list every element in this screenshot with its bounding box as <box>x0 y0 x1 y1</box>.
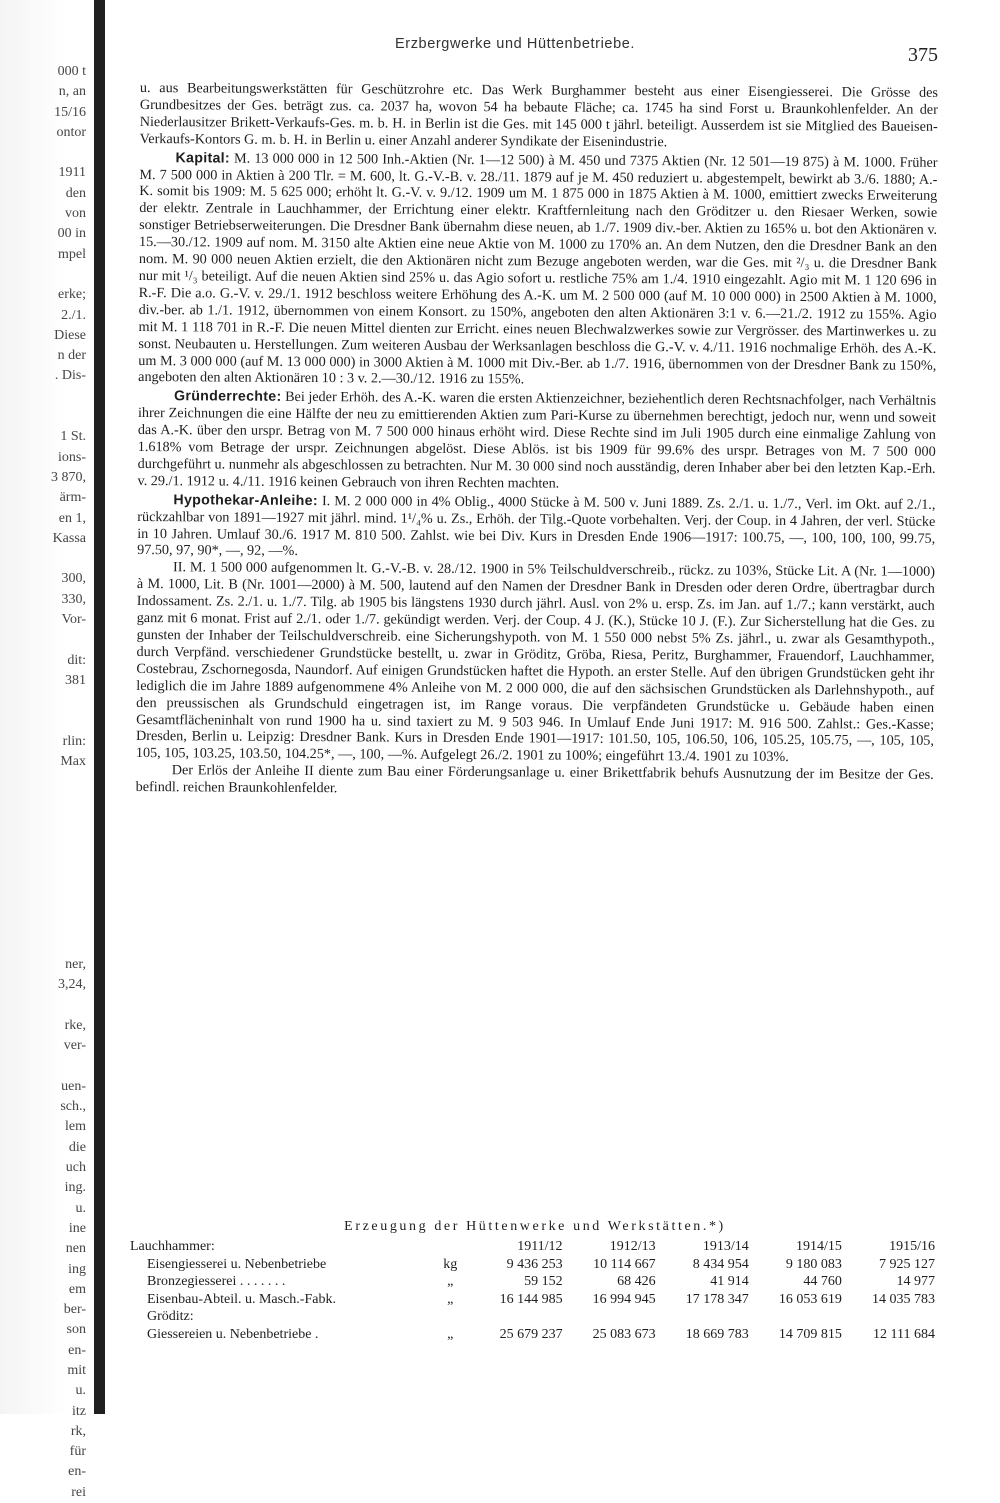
facing-page-fragment: son <box>66 1322 86 1338</box>
table-cell: 8 434 954 <box>692 1256 749 1272</box>
table-cell: 9 180 083 <box>785 1256 842 1272</box>
row-unit: „ <box>447 1326 454 1342</box>
table-row <box>130 1273 935 1291</box>
facing-page-fragment: 1911 <box>58 165 86 181</box>
facing-page-fragment: 381 <box>65 672 86 688</box>
year-header: 1911/12 <box>517 1239 563 1254</box>
facing-page-fragment: nen <box>65 1241 86 1257</box>
table-cell: 68 426 <box>617 1274 656 1289</box>
table-cell: 14 709 815 <box>778 1326 842 1342</box>
facing-page-fragment: rke, <box>64 1017 86 1033</box>
paragraph-text: I. M. 2 000 000 in 4% Oblig., 4000 Stücke à M. 500 v. Juni 1889. Zs. 2./1. u. 1./7., Verl. im Okt. auf 2./1., rückzahlbar von 1891—1927 mit jährl. mind. 1¹/₄% u. Zs., Erhöh. der Tilg.-Quote vorbehalten. Verj. der Coup. in 4 Jahren, der verl. Stücke in 10 Jahren. Umlauf 30./6. 1917 M. 810 500. Zahlst. wie bei Div. Kurs in Dresden Ende 1906—1917: 100.75, —, 100, 100, 100, 99.75, 97.50, 97, 90*, —, 92, —%. <box>137 492 936 560</box>
facing-page-fragment: . Dis- <box>54 368 86 384</box>
table-cell: 25 083 673 <box>592 1326 656 1342</box>
facing-page-fragment: uen- <box>61 1078 86 1094</box>
facing-page-fragment <box>0 1057 92 1077</box>
section-heading-kapital: Kapital: <box>175 149 231 167</box>
facing-page-fragment: n, an <box>58 84 86 100</box>
row-unit: kg <box>443 1256 458 1272</box>
page-number: 375 <box>908 44 938 66</box>
facing-page-fragment: ions- <box>58 449 86 465</box>
facing-page-fragment: mit <box>67 1363 86 1378</box>
facing-page-fragment <box>0 407 92 427</box>
table-cell: 16 144 985 <box>499 1291 563 1307</box>
table-cell: 7 925 127 <box>879 1256 935 1272</box>
facing-page-fragment: em <box>68 1281 86 1297</box>
table-cell: 25 679 237 <box>499 1326 563 1342</box>
group-label-groeditz: Gröditz: <box>147 1309 194 1324</box>
facing-page-fragment: ing <box>68 1261 86 1277</box>
section-heading-hypothekar-anleihe: Hypothekar-Anleihe: <box>173 491 318 509</box>
facing-page-fragment <box>0 549 92 569</box>
row-label: Eisenbau-Abteil. u. Masch.-Fabk. <box>147 1291 336 1307</box>
group-label-lauchhammer: Lauchhammer: <box>130 1239 215 1254</box>
facing-page-fragment: 15/16 <box>54 104 86 120</box>
year-header: 1915/16 <box>889 1239 935 1254</box>
production-table <box>130 1238 935 1343</box>
facing-page-fragment <box>0 996 92 1016</box>
paragraph-kapital <box>138 150 937 392</box>
table-cell: 59 152 <box>524 1274 563 1289</box>
facing-page-fragment <box>0 387 92 407</box>
paragraph-erloes <box>136 762 934 801</box>
year-header: 1913/14 <box>702 1239 749 1254</box>
running-head: Erzbergwerke und Hüttenbetriebe. <box>395 36 636 52</box>
table-group-row <box>130 1308 935 1326</box>
facing-page-fragment <box>0 894 92 914</box>
facing-page-fragment: 330, <box>61 591 86 607</box>
facing-page-fragment: 3 870, <box>51 469 86 485</box>
paragraph-gruenderrechte <box>137 388 936 494</box>
table-row <box>130 1291 935 1309</box>
paragraph-text: u. aus Bearbeitungswerkstätten für Geschützrohre etc. Das Werk Burghammer besteht aus einer Eisengiesserei. Die Grösse des Grundbesitzes der Ges. beträgt zus. ca. 2037 ha, wovon 54 ha bebaute Fläche; ca. 1745 ha sind Forst u. Braunkohlenfelder. An der Niederlausitzer Brikett-Verkaufs-Ges. m. b. H. in Berlin ist die Ges. mit 145 000 t jährl. beteiligt. Ausserdem ist sie Mitglied des Baueisen-Verkaufs-Kontors G. m. b. H. in Berlin u. einer Anzahl anderer Syndikate der Eisenindustrie. <box>139 80 938 150</box>
table-row <box>130 1256 935 1274</box>
facing-page-fragment: itz <box>72 1403 86 1419</box>
facing-page-fragment: Max <box>60 754 86 770</box>
facing-page-fragment: ing. <box>64 1180 86 1196</box>
table-cell: 18 669 783 <box>685 1326 749 1342</box>
table-header-row <box>130 1238 935 1256</box>
table-cell: 12 111 684 <box>873 1326 935 1342</box>
facing-page-fragment: rei <box>71 1484 86 1500</box>
facing-page-fragment: den <box>65 185 86 201</box>
table-cell: 14 035 783 <box>872 1291 935 1307</box>
facing-page-fragment: für <box>69 1444 86 1460</box>
facing-page-fragment <box>0 712 92 732</box>
facing-page-fragment: 000 t <box>57 64 86 79</box>
row-unit: „ <box>447 1274 454 1289</box>
facing-page-fragment: en- <box>68 1464 86 1480</box>
facing-page-fragment <box>0 874 92 894</box>
facing-page-fragment <box>0 935 92 955</box>
facing-page-fragment: en 1, <box>58 510 86 526</box>
facing-page-fragment: ber- <box>63 1302 86 1318</box>
facing-page-fragment: u. <box>75 1383 86 1399</box>
table-cell: 10 114 667 <box>593 1256 656 1272</box>
paragraph-text: M. 13 000 000 in 12 500 Inh.-Aktien (Nr. 1—12 500) à M. 450 und 7375 Aktien (Nr. 12 501—19 875) à M. 1000. Früher M. 7 500 000 in Aktien à 200 Tlr. = M. 600, lt. G.-V.-B. v. 28./11. 1879 auf je M. 450 reduziert u. abgestempelt, bewirkt ab 3./6. 1880; A.-K. somit bis 1909: M. 5 625 000; erhöht lt. G.-V. v. 9./12. 1909 um M. 1 875 000 in 1875 Aktien à M. 1000, emittiert zwecks Erweiterung der elektr. Zentrale in Lauchhammer, der Errichtung einer elektr. Kraftfernleitung nach den Gröditzer u. den Riesaer Werken, sowie sonstiger Betriebserweiterungen. Die Dresdner Bank übernahm diese neuen, ab 1./7. 1909 div.-ber. Aktien zu 165% u. bot den Aktionären v. 15.—30./12. 1909 auf nom. M. 3150 alte Aktien eine neue Aktie von M. 1000 zu 170% an. An dem Nutzen, den die Dresdner Bank an den nom. M. 90 000 neuen Aktien erzielt, die den Aktionären nicht zum Bezuge angeboten werden, war die Ges. mit ²/₃ u. die Dresdner Bank nur mit ¹/₃ beteiligt. Auf die neuen Aktien sind 25% u. das Agio sofort u. restliche 75% am 1./4. 1910 eingezahlt. Agio mit M. 1 120 696 in R.-F. Die a.o. G.-V. v. 29./1. 1912 beschloss weitere Erhöhung des A.-K. um M. 2 500 000 (auf M. 10 000 000) in 2500 Aktien à M. 1000, div.-ber. ab 1./1. 1912, übernommen von einem Konsort. zu 150%, angeboten den alten Aktionären 3:1 v. 6.—21./2. 1912 zu 155%. Agio mit M. 1 118 701 in R.-F. Die neuen Mittel dienten zur Erricht. eines neuen Blechwalzwerkes sowie zur Vergrösser. des Martinwerkes u. zu sonst. Neubauten u. Herstellungen. Zum weiteren Ausbau der Werksanlagen beschloss die G.-V. v. 4./11. 1916 nochmalige Erhöh. des A.-K. um M. 3 000 000 (auf M. 13 000 000) in 3000 Aktien à M. 1000 mit Div.-Ber. ab 1./7. 1916, übernommen von der Dresdner Bank zu 150%, angeboten den alten Aktionären 10 : 3 v. 2.—30./12. 1916 zu 155%. <box>138 150 938 388</box>
facing-page-fragment <box>0 772 92 792</box>
facing-page-fragment: rlin: <box>62 733 86 749</box>
facing-page-fragment <box>0 143 92 163</box>
facing-page-fragment: ver- <box>63 1038 86 1054</box>
production-table-section <box>130 1219 940 1343</box>
table-cell: 44 760 <box>803 1274 842 1289</box>
facing-page-fragment <box>0 833 92 853</box>
facing-page-fragment: 300, <box>61 571 86 587</box>
facing-page-fragment: 00 in <box>57 226 86 242</box>
year-header: 1912/13 <box>609 1239 656 1254</box>
facing-page-fragment: mpel <box>58 246 86 262</box>
table-cell: 16 994 945 <box>592 1291 656 1307</box>
facing-page-fragment: sch., <box>60 1099 86 1115</box>
facing-page-fragment: 2./1. <box>61 307 86 323</box>
paragraph-hypothekar-anleihe <box>137 492 935 564</box>
facing-page-fragment: Diese <box>54 327 86 343</box>
table-cell: 14 977 <box>896 1274 935 1289</box>
facing-page-fragments <box>0 62 92 1503</box>
facing-page-fragment <box>0 914 92 934</box>
facing-page-fragment: uch <box>65 1160 86 1176</box>
book-spine-edge <box>94 0 105 1414</box>
facing-page-fragment <box>0 854 92 874</box>
facing-page-fragment: ärm- <box>59 490 86 506</box>
row-unit: „ <box>447 1291 454 1307</box>
facing-page-fragment: von <box>65 206 86 222</box>
facing-page-fragment: erke; <box>58 287 86 303</box>
facing-page-fragment: lem <box>65 1119 86 1135</box>
paragraph-anleihe-ii <box>136 559 935 767</box>
paragraph-text: II. M. 1 500 000 aufgenommen lt. G.-V.-B. v. 28./12. 1900 in 5% Teilschuldverschreib., rückz. zu 103%, Stücke Lit. A (Nr. 1—1000) à M. 1000, Lit. B (Nr. 1001—2000) à M. 500, lautend auf den Namen der Dresdner Bank in Dresden oder deren Ordre, übertragbar durch Indossament. Zs. 2./1. u. 1./7. Tilg. ab 1905 bis längstens 1930 durch jährl. Ausl. von 2% u. ersp. Zs. im Jan. auf 1./7.; kann verstärkt, auch ganz mit 6 monat. Frist auf 2./1. oder 1./7. gekündigt werden. Verj. der Coup. 4 J. (K.), Stücke 10 J. (F.). Zur Sicherstellung hat die Ges. zu gunsten der Inhaber der Teilschuldverschreib. eine Sicherungshypoth. von M. 1 550 000 nebst 5% Zs. jährl., u. zwar als Gesamthypoth., durch Verpfänd. verschiedener Grundstücke bestellt, u. zwar in Gröditz, Gröba, Riesa, Peritz, Burghammer, Frauendorf, Lauchhammer, Costebrau, Zschornegosda, Naundorf. Auf einigen Grundstücken haftet die Hypoth. an erster Stelle. Auf den übrigen Grundstücken geht ihr lediglich die im Jahre 1889 aufgenommene 4% Anleihe von M. 2 000 000, die auf den sächsischen Grundstücken als Darlehnshypoth., auf den preussischen als Grundschuld eingetragen ist, im Range voraus. Die verpfändeten Grundstücke u. Gebäude haben einen Gesamtflächeninhalt von rund 1900 ha u. sind taxiert zu M. 9 503 946. In Umlauf Ende Juni 1917: M. 916 500. Zahlst.: Ges.-Kasse; Dresden, Berlin u. Leipzig: Dresdner Bank. Kurs in Dresden Ende 1901—1917: 101.50, 105, 106.50, 106, 105.25, 105.75, —, 105, 105, 105, 105, 103.25, 103.50, 104.25*, —, 100, —%. Aufgelegt 26./2. 1901 zu 100%; eingeführt 13./4. 1901 zu 103%. <box>135 559 936 766</box>
facing-page-fragment: Vor- <box>61 612 86 628</box>
facing-page-fragment: ontor <box>56 124 86 140</box>
table-row <box>130 1326 935 1344</box>
table-cell: 9 436 253 <box>506 1256 563 1272</box>
facing-page-fragment: n der <box>57 348 86 364</box>
row-label: Eisengiesserei u. Nebenbetriebe <box>147 1256 327 1272</box>
production-table-title: Erzeugung der Hüttenwerke und Werkstätten.*) <box>344 1219 726 1234</box>
facing-page-fragment: die <box>68 1139 86 1155</box>
row-label: Giessereien u. Nebenbetriebe . <box>147 1326 319 1342</box>
facing-page-fragment <box>0 793 92 813</box>
paragraph-text: Bei jeder Erhöh. des A.-K. waren die ersten Aktienzeichner, beziehentlich deren Rechtsnachfolger, nach Verhältnis ihrer Zeichnungen die eine Hälfte der neu zu emittierenden Aktien zum Pari-Kurse zu übernehmen berechtigt, jedoch nur, wenn und soweit das A.-K. über den urspr. Betrag von M. 7 500 000 hinaus erhöht wird. Diese Rechte sind im Juli 1905 durch eine einmalige Zahlung von 1.618% vom Betrage der urspr. Zeichnungen abgelöst. Diese Ablös. ist bis 1909 für 99.6% des urspr. Betrages von M. 7 500 000 durchgeführt u. nunmehr als abgeschlossen zu betrachten. Nur M. 30 000 sind noch ausständig, deren Inhaber aber bei den letzten Kap.-Erh. v. 29./1. 1912 u. 4./11. 1916 keinen Gebrauch von ihren Rechten machten. <box>137 389 937 492</box>
facing-page-fragment: ine <box>68 1220 86 1236</box>
facing-page-fragment: Kassa <box>52 530 86 546</box>
unit-header-cell <box>431 1238 469 1256</box>
facing-page-fragment: dit: <box>67 652 86 668</box>
facing-page-fragment: 1 St. <box>60 429 86 445</box>
row-label: Bronzegiesserei . . . . . . . <box>147 1274 286 1289</box>
paragraph-text: Der Erlös der Anleihe II diente zum Bau einer Förderungsanlage u. einer Brikettfabrik behufs Ausnutzung der im Besitze der Ges. befindl. reichen Braunkohlenfelder. <box>135 762 934 797</box>
table-cell: 17 178 347 <box>685 1291 749 1307</box>
facing-page-fragment: ner, <box>65 957 86 973</box>
facing-page-fragment: 3,24, <box>58 977 86 993</box>
facing-page-fragment <box>0 265 92 285</box>
paragraph-intro <box>140 80 938 152</box>
section-heading-gruenderrechte: Gründerrechte: <box>174 388 282 406</box>
body-text <box>136 80 938 801</box>
facing-page-fragment <box>0 691 92 711</box>
table-cell: 16 053 619 <box>778 1291 842 1307</box>
facing-page-fragment: u. <box>75 1200 86 1216</box>
facing-page-fragment <box>0 630 92 650</box>
year-header: 1914/15 <box>795 1239 842 1254</box>
table-cell: 41 914 <box>710 1274 749 1289</box>
facing-page-fragment: en- <box>68 1342 86 1358</box>
facing-page-fragment: rk, <box>70 1423 86 1439</box>
facing-page-fragment <box>0 813 92 833</box>
